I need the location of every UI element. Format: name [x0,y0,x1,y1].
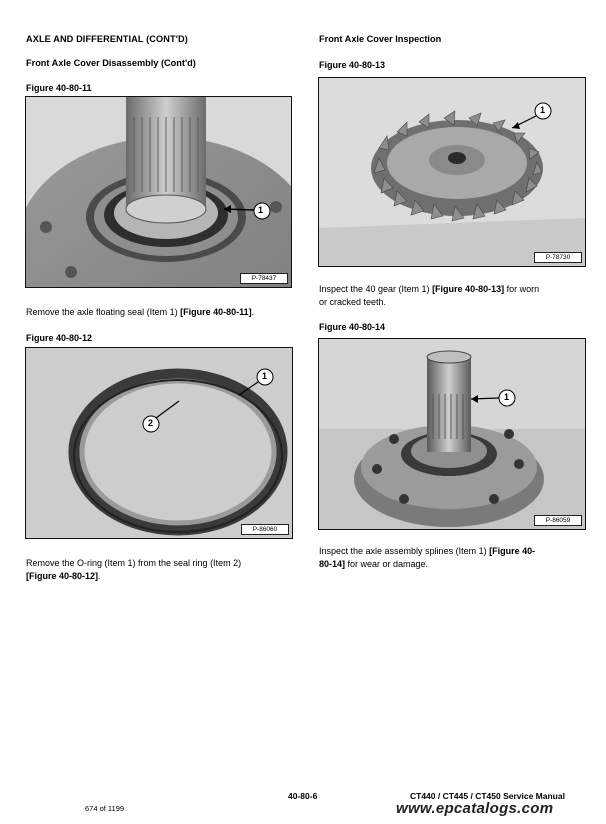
figure-40-80-12-photo [25,347,293,539]
paragraph-fig14: Inspect the axle assembly splines (Item 1) [Figure 40- 80-14] for wear or damage. [319,546,536,569]
watermark-link[interactable]: www.epcatalogs.com [396,800,554,817]
callout-2-fig12: 2 [148,418,154,428]
footer-manual-title: CT440 / CT445 / CT450 Service Manual [410,791,565,801]
subsection-title-disassembly: Front Axle Cover Disassembly (Cont'd) [26,58,196,68]
callout-1-fig13: 1 [540,105,546,115]
figure-40-80-13-photo [318,77,586,267]
section-title: AXLE AND DIFFERENTIAL (CONT'D) [26,34,188,44]
figure-40-80-11-photo [25,96,292,288]
callout-1-fig11: 1 [258,205,264,215]
paragraph-fig13: Inspect the 40 gear (Item 1) [Figure 40-80-13] for worn or cracked teeth. [319,284,540,307]
photo-id-fig14: P-86059 [534,515,582,526]
figure-40-80-14-photo [318,338,586,530]
figure-label-12: Figure 40-80-12 [26,333,93,343]
paragraph-fig12: Remove the O-ring (Item 1) from the seal ring (Item 2) [Figure 40-80-12]. [26,558,242,581]
figure-label-11: Figure 40-80-11 [26,83,92,93]
photo-id-fig11: P-78437 [240,273,288,284]
photo-id-fig13: P-78730 [534,252,582,263]
figure-label-14: Figure 40-80-14 [319,322,386,332]
callout-1-fig14: 1 [504,392,510,402]
paragraph-fig11: Remove the axle floating seal (Item 1) [Figure 40-80-11]. [26,307,255,317]
subsection-title-inspection: Front Axle Cover Inspection [319,34,442,44]
footer-page-of: 674 of 1199 [85,804,125,813]
callout-1-fig12: 1 [262,371,268,381]
figure-label-13: Figure 40-80-13 [319,60,386,70]
footer-page-number: 40-80-6 [288,791,318,801]
photo-id-fig12: P-86060 [241,524,289,535]
